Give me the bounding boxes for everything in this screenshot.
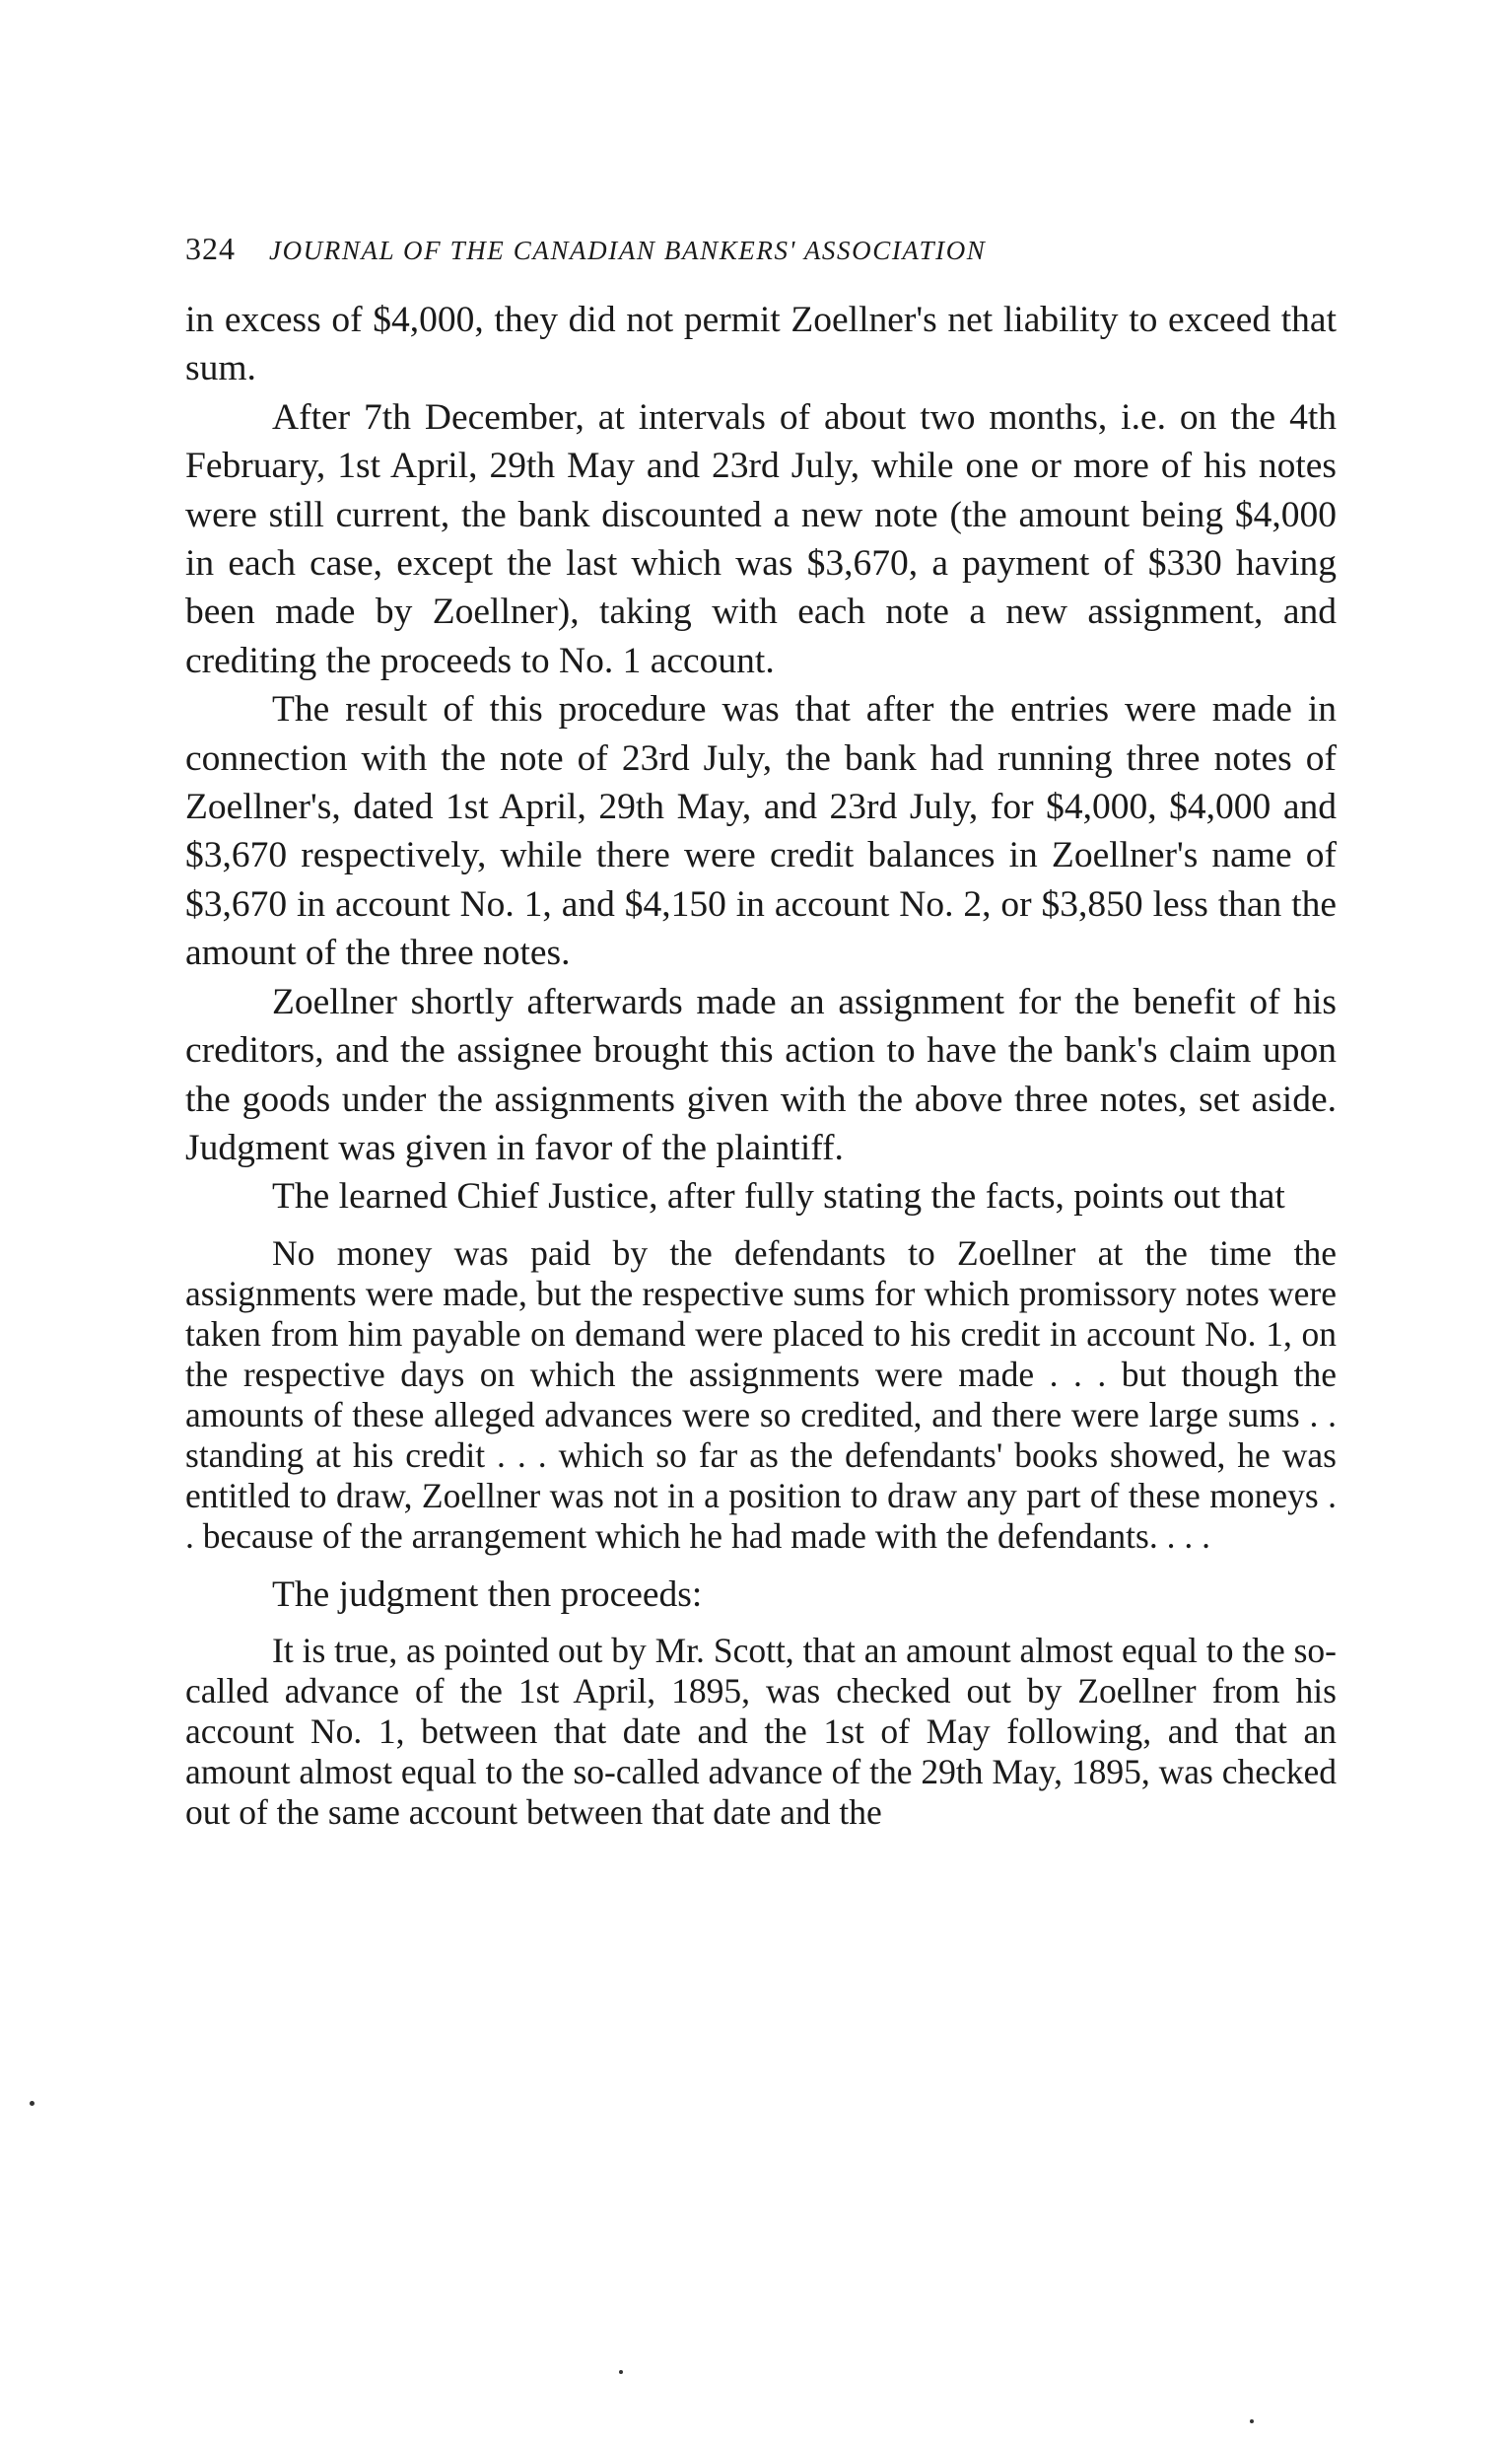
paragraph-judgment-proceeds: The judgment then proceeds: [272,1573,703,1615]
scan-speck [30,2101,34,2106]
paragraph-assignment-action: Zoellner shortly afterwards made an assignment for the benefit of his creditors, and the assignee brought this action to have the bank's claim upon the goods under the assignments given with the above three notes, set aside. Judgment was given in favor of the plaintiff. [185,981,1337,1168]
page-number: 324 [185,231,236,266]
scan-speck [619,2370,623,2374]
paragraph-result: The result of this procedure was that after the entries were made in connection with the note of 23rd July, the bank had running three notes of Zoellner's, dated 1st April, 29th May, and 23rd July, for $4,000, $4,000 and $3,670 respectively, while there were credit balances in Zoellner's name of $3,670 in account No. 1, and $4,150 in account No. 2, or $3,850 less than the amount of the three notes. [185,689,1337,974]
page-body [185,296,1337,1833]
spacer [185,1557,1337,1571]
running-head: JOURNAL OF THE CANADIAN BANKERS' ASSOCIATION [269,236,987,265]
block-quote-scott: It is true, as pointed out by Mr. Scott, that an amount almost equal to the so-called advance of the 1st April, 1895, was checked out by Zoellner from his account No. 1, between that date and the 1st of May following, and that an amount almost equal to the so-called advance of the 29th May, 1895, was checked out of the same account between that date and the [185,1631,1337,1833]
block-quote-judgment: No money was paid by the defendants to Zoellner at the time the assignments were made, but the respective sums for which promissory notes were taken from him payable on demand were placed to his credit in account No. 1, on the respective days on which the assignments were made . . . but though the amounts of these alleged advances were so credited, and there were large sums . . standing at his credit . . . which so far as the defendants' books showed, he was entitled to draw, Zoellner was not in a position to draw any part of these moneys . . because of the arrangement which he had made with the defendants. . . . [185,1232,1337,1556]
scan-speck [1250,2419,1254,2423]
paragraph-discounted-notes: After 7th December, at intervals of about two months, i.e. on the 4th February, 1st April, 29th May and 23rd July, while one or more of his notes were still current, the bank discounted a new note (the amount being $4,000 in each case, except the last which was $3,670, a payment of $330 having been made by Zoellner), taking with each note a new assignment, and crediting the proceeds to No. 1 account. [185,396,1337,681]
paragraph-chief-justice: The learned Chief Justice, after fully stating the facts, points out that [272,1176,1285,1218]
page-header [185,229,1339,268]
paragraph-continuation: in excess of $4,000, they did not permit Zoellner's net liability to exceed that sum. [185,300,1337,389]
